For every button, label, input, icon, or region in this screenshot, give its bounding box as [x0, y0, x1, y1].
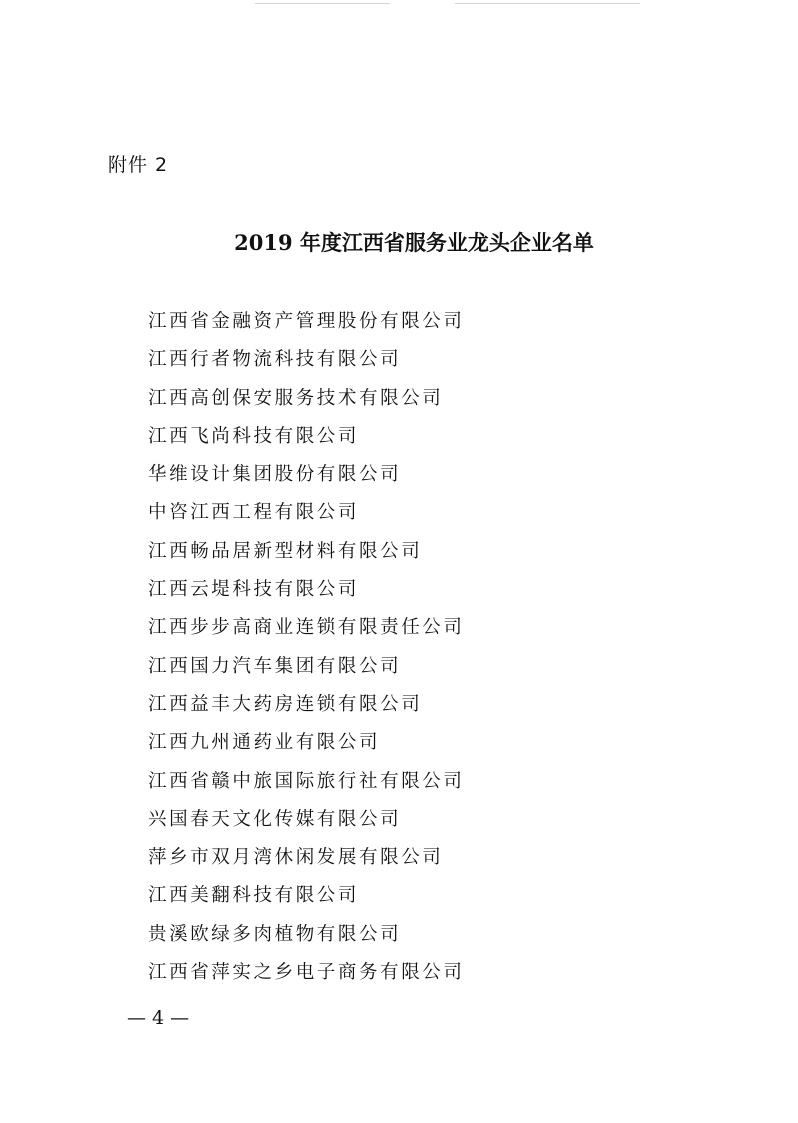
company-item: 江西高创保安服务技术有限公司 [148, 387, 444, 409]
company-item: 江西云堤科技有限公司 [148, 579, 360, 601]
company-item: 贵溪欧绿多肉植物有限公司 [148, 923, 402, 945]
scan-edge-line-right [455, 3, 640, 4]
document-title: 2019 年度江西省服务业龙头企业名单 [234, 230, 594, 255]
company-item: 江西飞尚科技有限公司 [148, 425, 360, 447]
attachment-label: 附件 2 [108, 154, 169, 176]
company-item: 江西省金融资产管理股份有限公司 [148, 311, 465, 332]
company-item: 江西国力汽车集团有限公司 [148, 655, 402, 677]
company-item: 江西步步高商业连锁有限责任公司 [148, 617, 465, 639]
company-item: 江西省萍实之乡电子商务有限公司 [148, 962, 465, 984]
company-item: 萍乡市双月湾休闲发展有限公司 [148, 847, 444, 869]
company-item: 江西益丰大药房连锁有限公司 [148, 693, 423, 715]
company-item: 江西行者物流科技有限公司 [148, 349, 402, 371]
page-number: — 4 — [127, 1007, 190, 1029]
company-item: 华维设计集团股份有限公司 [148, 464, 402, 486]
company-item: 中咨江西工程有限公司 [148, 502, 360, 524]
company-list [148, 307, 465, 996]
company-item: 江西九州通药业有限公司 [148, 732, 381, 754]
company-item: 江西美翻科技有限公司 [148, 885, 360, 907]
company-item: 兴国春天文化传媒有限公司 [148, 808, 402, 830]
scan-edge-line-left [255, 3, 390, 4]
company-item: 江西省赣中旅国际旅行社有限公司 [148, 770, 465, 792]
company-item: 江西畅品居新型材料有限公司 [148, 540, 423, 562]
